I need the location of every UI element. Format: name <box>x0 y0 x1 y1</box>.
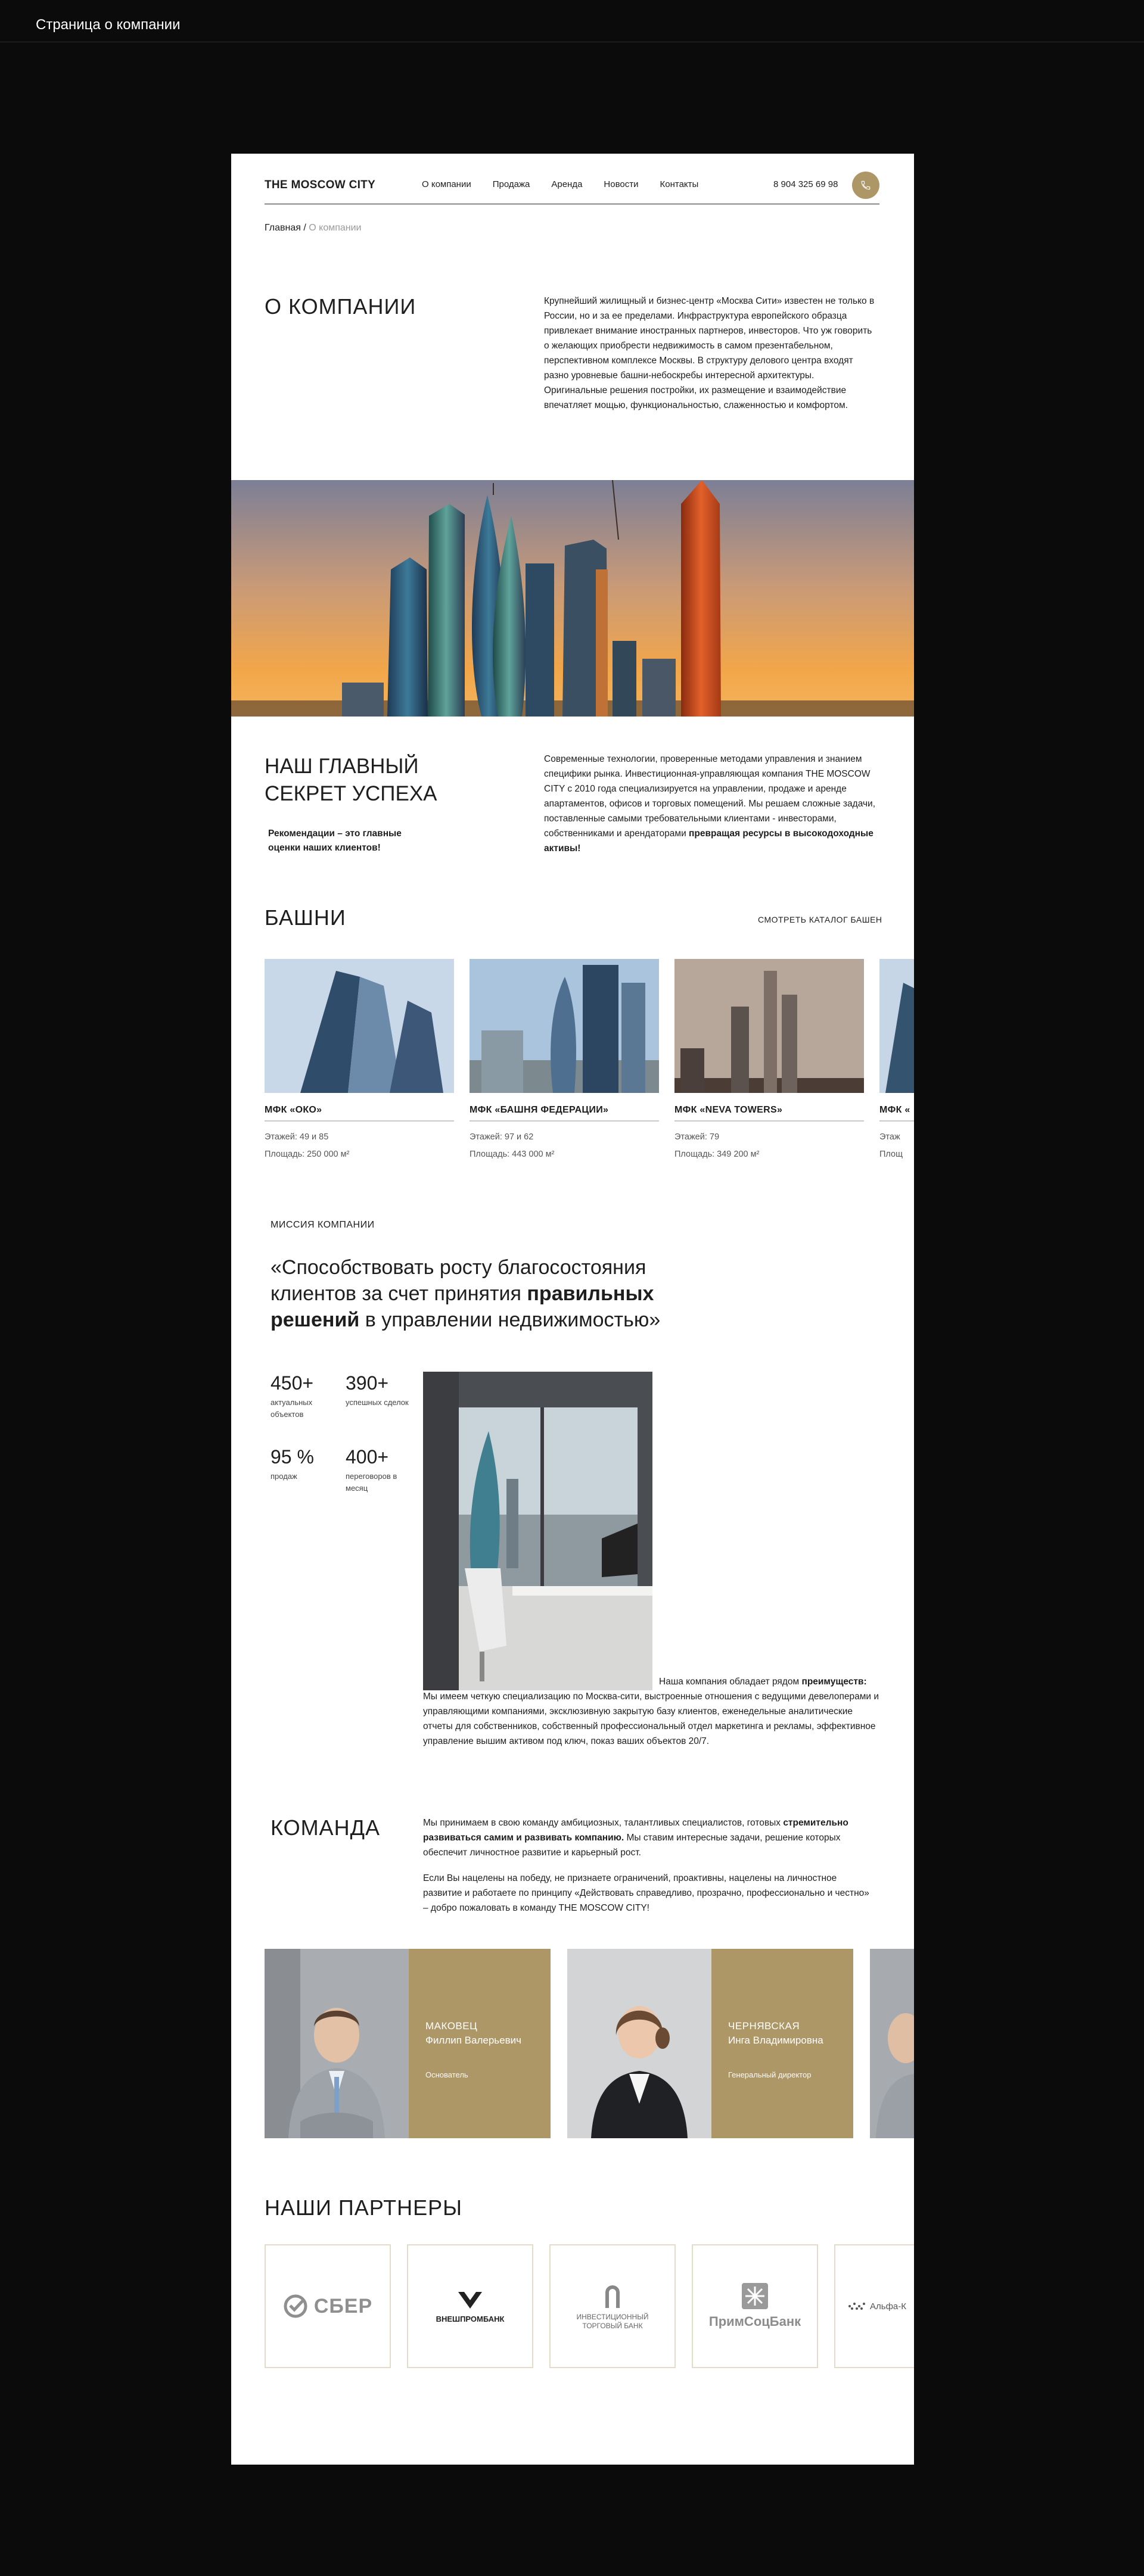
secret-title-line1: НАШ ГЛАВНЫЙ <box>265 755 419 778</box>
tower-name: МФК «ОКО» <box>265 1105 454 1122</box>
mission-quote-end: в управлении недвижимостью» <box>359 1309 661 1331</box>
stat-label: успешных сделок <box>346 1398 409 1407</box>
team-paragraph-1 <box>423 1815 876 1860</box>
member-info <box>711 1949 853 2138</box>
mission-quote <box>271 1254 700 1333</box>
alfa-logo-icon <box>847 2300 866 2312</box>
tower-floors: Этажей: 97 и 62 <box>470 1132 534 1142</box>
mission-quote-start: «Способствовать росту благосостояния клиентов за счет принятия <box>271 1256 646 1305</box>
phone-icon <box>860 180 871 191</box>
tower-card-federation[interactable] <box>470 959 659 1163</box>
header-phone[interactable]: 8 904 325 69 98 <box>773 179 838 189</box>
stat-label: продаж <box>271 1472 297 1481</box>
tower-neva-image <box>674 959 864 1093</box>
partner-card-vneshprombank[interactable] <box>407 2244 533 2368</box>
team-text <box>423 1815 876 1915</box>
tower-card-partial[interactable] <box>879 959 914 1163</box>
team-p1-end: Мы ставим интересные задачи, решение которых обеспечит личностное развитие и карьерный рост. <box>423 1833 841 1858</box>
member-info <box>409 1949 551 2138</box>
stat-label: актуальных объектов <box>271 1398 313 1419</box>
about-page <box>231 154 914 2465</box>
member-name: Филлип Валерьевич <box>425 2035 522 2046</box>
partner-name: СБЕР <box>313 2294 373 2318</box>
tower-floors: Этажей: 79 <box>674 1132 720 1142</box>
partner-name: ВНЕШПРОМБАНК <box>436 2314 505 2323</box>
breadcrumb-separator: / <box>300 223 309 233</box>
secret-title-line2: СЕКРЕТ УСПЕХА <box>265 782 437 805</box>
stat-value: 400+ <box>346 1446 389 1468</box>
stat-sales <box>271 1446 336 1482</box>
tower-area: Площадь: 349 200 м² <box>674 1150 760 1159</box>
stat-value: 95 % <box>271 1446 314 1468</box>
member-name: Инга Владимировна <box>728 2035 823 2046</box>
member-surname: МАКОВЕЦ <box>425 2020 478 2032</box>
secret-note-line2: оценки наших клиентов! <box>268 843 381 853</box>
office-view-image <box>423 1372 652 1690</box>
member-role: Генеральный директор <box>728 2070 812 2079</box>
tower-floors: Этажей: 49 и 85 <box>265 1132 329 1142</box>
partner-name: Альфа-К <box>870 2301 906 2312</box>
tower-area: Площ <box>879 1150 903 1159</box>
partner-card-sber[interactable] <box>265 2244 391 2368</box>
moscow-city-skyline-image <box>231 480 914 717</box>
itb-logo-icon <box>602 2282 623 2308</box>
tower-name: МФК «NEVA TOWERS» <box>674 1105 864 1122</box>
breadcrumb-home[interactable]: Главная <box>265 223 301 233</box>
tower-card-neva[interactable] <box>674 959 864 1163</box>
team-title: КОМАНДА <box>271 1815 380 1840</box>
site-logo[interactable]: THE MOSCOW CITY <box>265 179 376 191</box>
member-role: Основатель <box>425 2070 468 2079</box>
tower-name: МФК « <box>879 1105 914 1122</box>
advantages-bold: преимуществ: <box>801 1677 867 1687</box>
tower-name: МФК «БАШНЯ ФЕДЕРАЦИИ» <box>470 1105 659 1122</box>
secret-text-body: Современные технологии, проверенные методами управления и знанием специфики рынка. Инвестиционная-управляющая компания THE MOSCOW CITY с 2010 года специализируется на управлении, продаже и аренде апартаментов, офисов и торговых помещений. Мы решаем сложные задачи, поставленные самыми требовательными клиентами - инвесторами, собственниками и арендаторами <box>544 754 876 839</box>
sber-logo-icon <box>283 2294 308 2319</box>
member-surname: ЧЕРНЯВСКАЯ <box>728 2020 800 2032</box>
vneshprombank-logo-icon <box>456 2290 484 2311</box>
about-title: О КОМПАНИИ <box>265 294 416 319</box>
partner-name: ИНВЕСТИЦИОННЫЙ ТОРГОВЫЙ БАНК <box>576 2313 649 2330</box>
team-member-card[interactable] <box>265 1949 551 2138</box>
primsotsbank-logo-icon <box>742 2283 768 2309</box>
nav-item-rent[interactable]: Аренда <box>551 179 583 189</box>
partner-name: ПримСоцБанк <box>708 2314 801 2329</box>
nav-item-contacts[interactable]: Контакты <box>660 179 699 189</box>
call-button[interactable] <box>852 172 879 199</box>
stat-value: 450+ <box>271 1372 314 1394</box>
tower-floors: Этаж <box>879 1132 900 1142</box>
member-photo-partial <box>870 1949 914 2138</box>
tower-oko-image <box>265 959 454 1093</box>
stat-label: переговоров в месяц <box>346 1472 397 1493</box>
secret-text <box>544 752 878 856</box>
about-text: Крупнейший жилищный и бизнес-центр «Москва Сити» известен не только в России, но и за ее пределами. Инфраструктура европейского образца привлекает внимание иностранных партнеров, инвесторов. Что уж говорить о желающих приобрести недвижимость в самом презентабельном, перспективном комплексе Москвы. В структуру делового центра входят разно уровневые башни-небоскребы интересной архитектуры. Оригинальные решения постройки, их размещение и взаимодействие впечатляет мощью, функциональностью, слаженностью и комфортом. <box>544 296 875 410</box>
advantages-body: Мы имеем четкую специализацию по Москва-сити, выстроенные отношения с ведущими девелоперами и управляющими компаниями, эксклюзивную закрытую базу клиентов, еженедельные аналитические отчеты для собственников, собственный профессиональный отдел маркетинга и рекламы, эффективное управление вышим активом под ключ, показ ваших объектов 20/7. <box>423 1692 879 1746</box>
secret-note <box>268 827 402 855</box>
nav-item-about[interactable]: О компании <box>422 179 471 189</box>
tower-partial-image <box>879 959 914 1093</box>
partner-card-alfa[interactable] <box>834 2244 914 2368</box>
team-p1-bold: стремительно развиваться самим и развивать компанию. <box>423 1818 848 1843</box>
breadcrumb <box>265 223 362 233</box>
member-photo-makovets <box>265 1949 409 2138</box>
advantages-text <box>423 1674 881 1749</box>
secret-title <box>265 753 437 808</box>
breadcrumb-current: О компании <box>309 223 362 233</box>
mission-label: МИССИЯ КОМПАНИИ <box>271 1220 375 1230</box>
member-photo-chernyavskaya <box>567 1949 711 2138</box>
towers-catalog-link[interactable]: СМОТРЕТЬ КАТАЛОГ БАШЕН <box>758 915 882 924</box>
frame-title: Страница о компании <box>36 17 181 33</box>
partner-card-primsotsbank[interactable] <box>692 2244 818 2368</box>
tower-federation-image <box>470 959 659 1093</box>
stat-deals <box>346 1372 411 1409</box>
advantages-start: Наша компания обладает рядом <box>659 1677 802 1687</box>
team-p1-start: Мы принимаем в свою команду амбициозных, талантливых специалистов, готовых <box>423 1818 784 1828</box>
tower-card-oko[interactable] <box>265 959 454 1163</box>
nav-item-sale[interactable]: Продажа <box>492 179 530 189</box>
team-member-card[interactable] <box>567 1949 853 2138</box>
partner-card-itb[interactable] <box>549 2244 676 2368</box>
tower-area: Площадь: 443 000 м² <box>470 1150 555 1159</box>
main-nav <box>422 179 698 189</box>
towers-title: БАШНИ <box>265 905 346 930</box>
mission-quote-bold: правильных решений <box>271 1282 654 1331</box>
stat-objects <box>271 1372 336 1421</box>
secret-text-bold: превращая ресурсы в высокодоходные активы! <box>544 828 873 854</box>
nav-item-news[interactable]: Новости <box>604 179 639 189</box>
tower-area: Площадь: 250 000 м² <box>265 1150 350 1159</box>
secret-note-line1: Рекомендации – это главные <box>268 828 402 839</box>
stat-value: 390+ <box>346 1372 389 1394</box>
partners-title: НАШИ ПАРТНЕРЫ <box>265 2195 463 2220</box>
stat-negotiations <box>346 1446 411 1494</box>
team-paragraph-2: Если Вы нацелены на победу, не признаете ограничений, проактивны, нацелены на личностное развитие и работаете по принципу «Действовать справедливо, прозрачно, профессионально и честно» – добро пожаловать в команду THE MOSCOW CITY! <box>423 1873 869 1913</box>
